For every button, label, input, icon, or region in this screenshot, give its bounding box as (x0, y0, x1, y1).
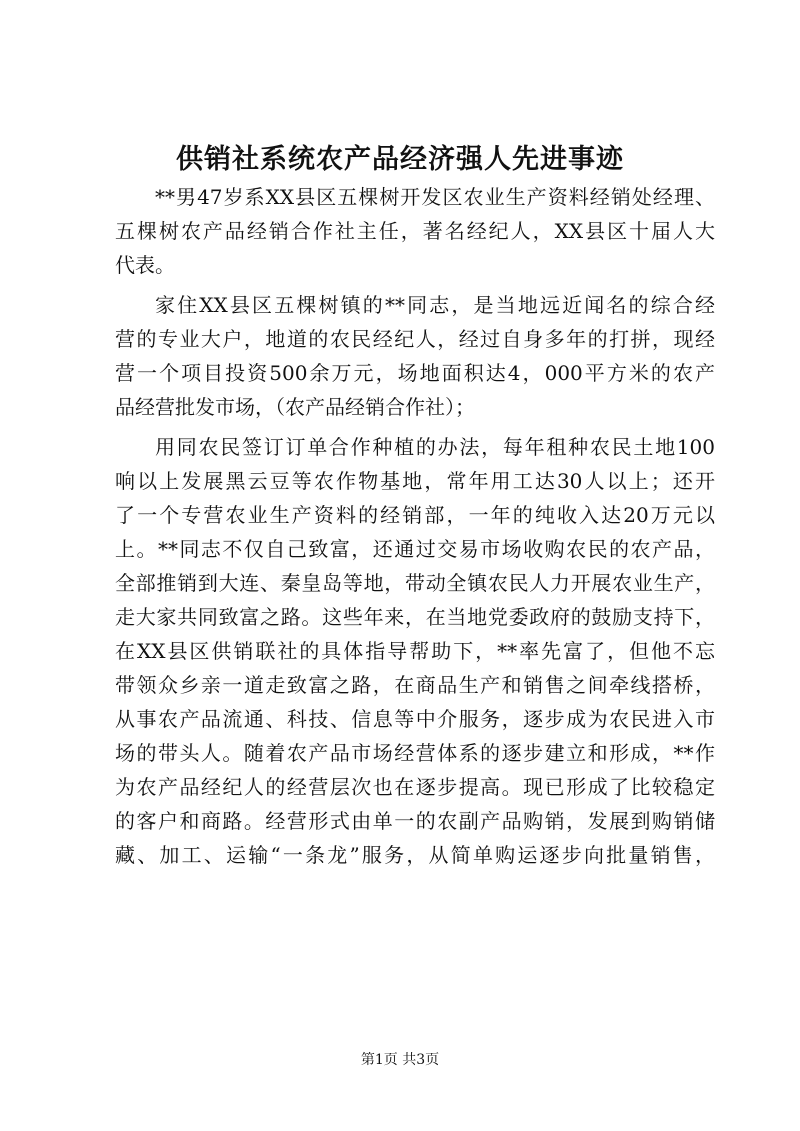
page-number-footer: 第1页 共3页 (360, 1052, 440, 1068)
paragraph-3-line-7: 在XX县区供销联社的具体指导帮助下，**率先富了，但他不忘 (115, 639, 715, 663)
paragraph-3-line-4: 上。**同志不仅自己致富，还通过交易市场收购农民的农产品， (115, 537, 715, 561)
paragraph-1-line-1: **男47岁系XX县区五棵树开发区农业生产资料经销处经理、 (155, 185, 715, 209)
paragraph-3-line-9: 从事农产品流通、科技、信息等中介服务，逐步成为农民进入市 (115, 707, 715, 731)
paragraph-1-line-2: 五棵树农产品经销合作社主任，著名经纪人，XX县区十届人大 (115, 219, 715, 243)
paragraph-2-line-4: 品经营批发市场，（农产品经销合作社）； (115, 395, 475, 419)
paragraph-3-line-13: 藏、加工、运输“一条龙”服务，从简单购运逐步向批量销售， (115, 843, 715, 867)
paragraph-3-line-6: 走大家共同致富之路。这些年来，在当地党委政府的鼓励支持下， (115, 605, 715, 629)
paragraph-3-line-8: 带领众乡亲一道走致富之路，在商品生产和销售之间牵线搭桥， (115, 673, 715, 697)
paragraph-3-line-10: 场的带头人。随着农产品市场经营体系的逐步建立和形成，**作 (115, 741, 715, 765)
paragraph-1-line-3: 代表。 (115, 253, 175, 277)
paragraph-3-line-1: 用同农民签订订单合作种植的办法，每年租种农民土地100 (155, 435, 715, 459)
paragraph-2-line-1: 家住XX县区五棵树镇的**同志，是当地远近闻名的综合经 (155, 293, 715, 317)
paragraph-3-line-3: 了一个专营农业生产资料的经销部，一年的纯收入达20万元以 (115, 503, 715, 527)
paragraph-3-line-2: 响以上发展黑云豆等农作物基地，常年用工达30人以上；还开 (115, 469, 715, 493)
paragraph-3-line-11: 为农产品经纪人的经营层次也在逐步提高。现已形成了比较稳定 (115, 775, 715, 799)
document-body (115, 180, 715, 872)
paragraph-3-line-5: 全部推销到大连、秦皇岛等地，带动全镇农民人力开展农业生产， (115, 571, 715, 595)
document-title: 供销社系统农产品经济强人先进事迹 (176, 144, 624, 175)
paragraph-3-line-12: 的客户和商路。经营形式由单一的农副产品购销，发展到购销储 (115, 809, 715, 833)
paragraph-2-line-3: 营一个项目投资500余万元，场地面积达4，000平方米的农产 (115, 361, 715, 385)
paragraph-2-line-2: 营的专业大户，地道的农民经纪人，经过自身多年的打拼，现经 (115, 327, 715, 351)
